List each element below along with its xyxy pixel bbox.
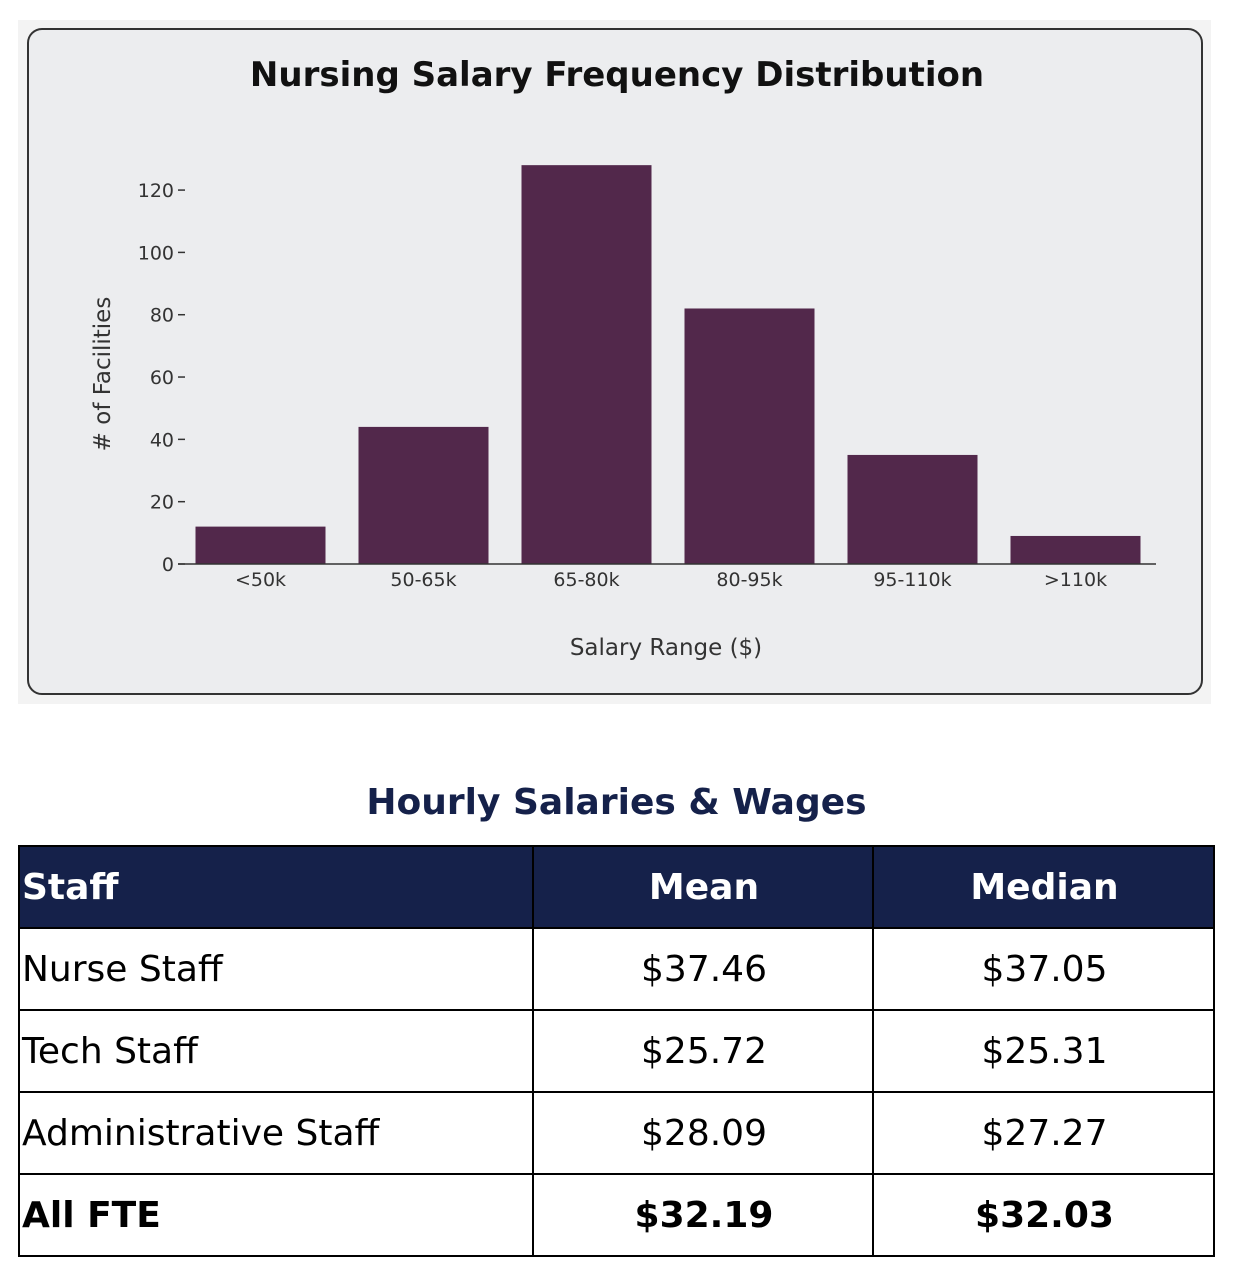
y-tick-label: 60: [149, 367, 174, 390]
total-staff-cell: All FTE: [19, 1174, 533, 1256]
total-mean-cell: $32.19: [533, 1174, 873, 1256]
staff-cell: Tech Staff: [19, 1010, 533, 1092]
y-tick-label: 20: [149, 491, 174, 514]
table-row: [19, 928, 1214, 1010]
y-tick-label: 40: [149, 429, 174, 452]
bar: [522, 165, 652, 564]
chart-title: Nursing Salary Frequency Distribution: [249, 55, 985, 95]
mean-cell: $25.72: [533, 1010, 873, 1092]
table-header-row: [19, 846, 1214, 928]
x-axis-title: Salary Range ($): [569, 635, 763, 661]
x-tick-label: 80-95k: [716, 569, 783, 591]
x-tick-label: 50-65k: [390, 569, 457, 591]
header-staff: Staff: [19, 846, 533, 928]
bar: [196, 527, 326, 564]
bar: [848, 455, 978, 564]
x-tick-label: 95-110k: [873, 569, 952, 591]
x-tick-label: <50k: [234, 569, 287, 591]
table-title: Hourly Salaries & Wages: [366, 782, 867, 823]
y-tick-label: 80: [149, 304, 174, 327]
median-cell: $37.05: [873, 928, 1214, 1010]
bar-chart: [18, 20, 1211, 704]
bar: [359, 427, 489, 564]
y-axis-title: # of Facilities: [90, 296, 116, 452]
median-cell: $25.31: [873, 1010, 1214, 1092]
bar: [1011, 536, 1141, 564]
x-tick-label: >110k: [1043, 569, 1108, 591]
total-median-cell: $32.03: [873, 1174, 1214, 1256]
y-tick-label: 120: [137, 180, 174, 203]
staff-cell: Nurse Staff: [19, 928, 533, 1010]
table-row: [19, 1010, 1214, 1092]
median-cell: $27.27: [873, 1092, 1214, 1174]
mean-cell: $37.46: [533, 928, 873, 1010]
header-mean: Mean: [533, 846, 873, 928]
header-median: Median: [873, 846, 1214, 928]
y-tick-label: 0: [161, 554, 174, 576]
chart-panel: [18, 20, 1211, 704]
salary-table: [18, 845, 1215, 1257]
mean-cell: $28.09: [533, 1092, 873, 1174]
table-total-row: [19, 1174, 1214, 1256]
x-tick-label: 65-80k: [553, 569, 620, 591]
staff-cell: Administrative Staff: [19, 1092, 533, 1174]
y-tick-label: 100: [137, 242, 174, 265]
table-row: [19, 1092, 1214, 1174]
bar: [685, 308, 815, 564]
